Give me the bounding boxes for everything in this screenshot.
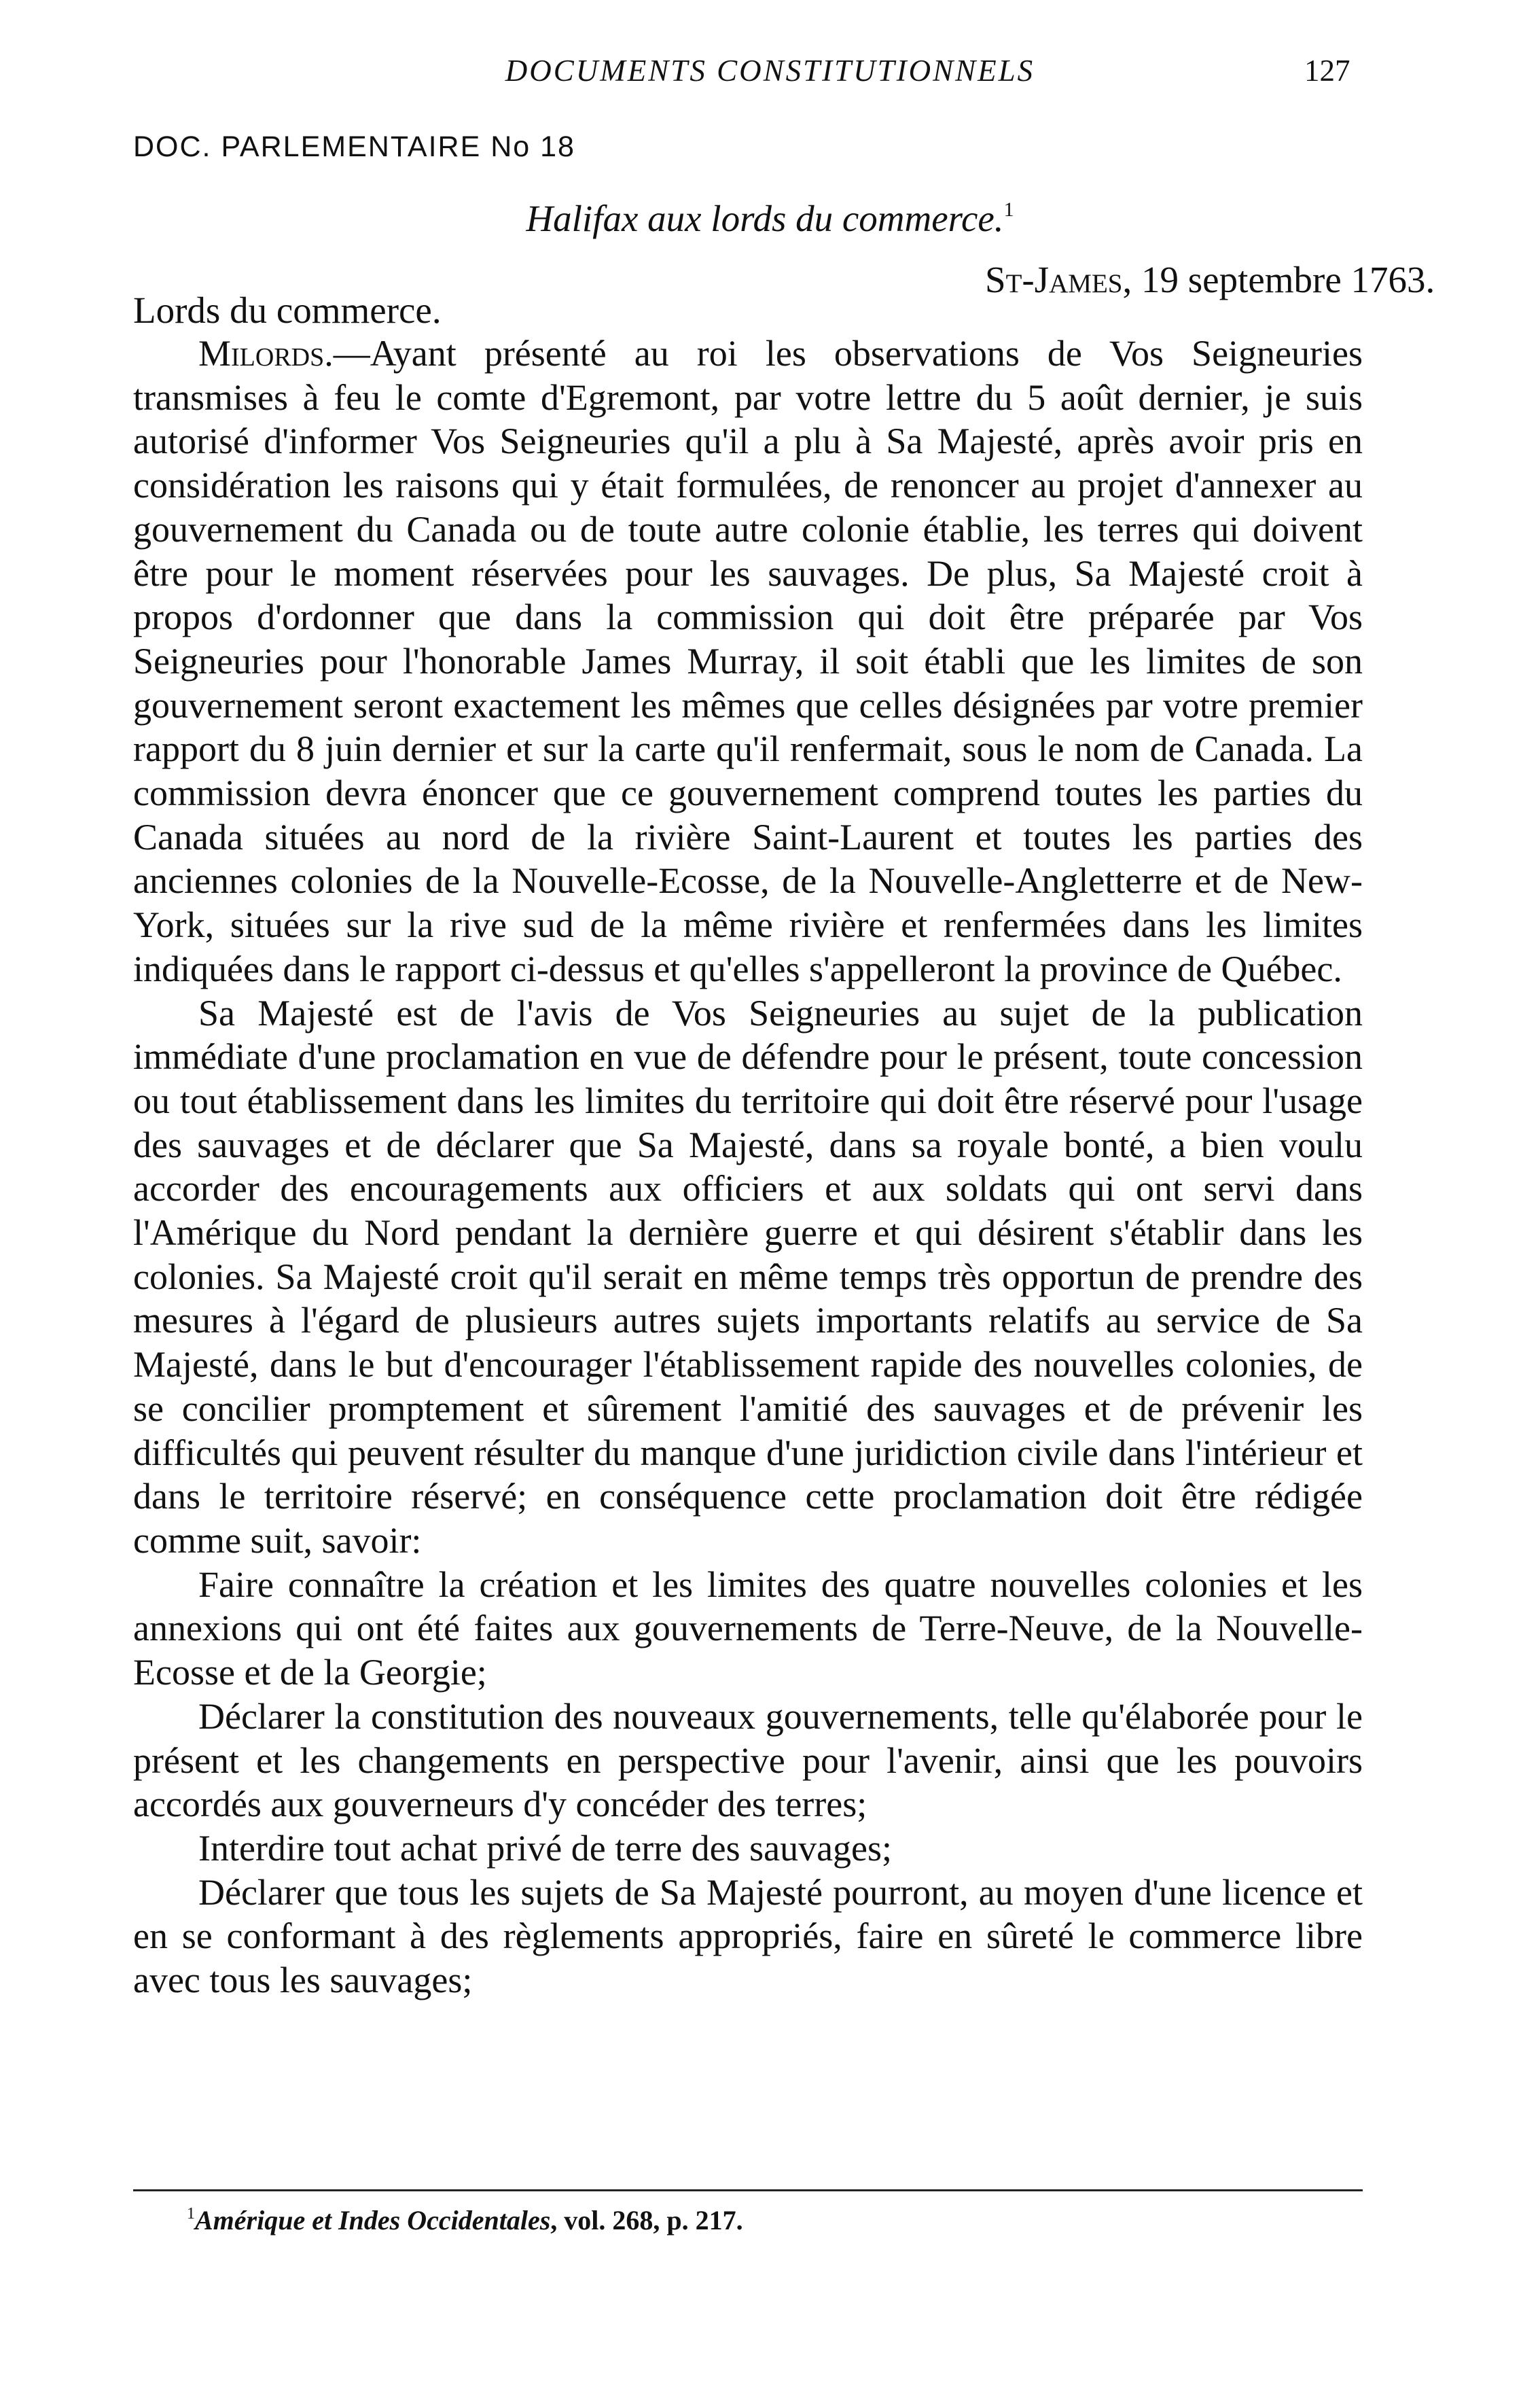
place-date <box>985 258 1435 301</box>
letter-title <box>0 197 1540 240</box>
letter-date: , 19 septembre 1763. <box>1122 259 1435 300</box>
page-number: 127 <box>1304 54 1350 88</box>
salutation: Milords <box>198 333 325 374</box>
paragraph-text: .—Ayant présenté au roi les observations de Vos Seigneuries transmises à feu le comte d'Egremont, par votre lettre du 5 août dernier, je suis autorisé d'informer Vos Seigneuries qu'il a plu à Sa Majesté, après avoir pris en considération les raisons qui y était formulées, de renoncer au projet d'annexer au gouvernement du Canada ou de toute autre colonie établie, les terres qui doivent être pour le moment réservées pour les sauvages. De plus, Sa Majesté croit à propos d'ordonner que dans la commission qui doit être préparée par Vos Seigneuries pour l'honorable James Murray, il soit établi que les limites de son gouvernement seront exactement les mêmes que celles désignées par votre premier rapport du 8 juin dernier et sur la carte qu'il renfermait, sous le nom de Canada. La commission devra énoncer que ce gouvernement comprend toutes les parties du Canada situées au nord de la rivière Saint-Laurent et toutes les parties des anciennes colonies de la Nouvelle-Ecosse, de la Nouvelle-Angletterre et de New-York, situées sur la rive sud de la même rivière et renfermées dans les limites indiquées dans le rapport ci-dessus et qu'elles s'appelleront la province de Québec. <box>133 333 1363 989</box>
footnote-source: Amérique et Indes Occidentales <box>195 2205 551 2236</box>
paragraph: Faire connaître la création et les limites des quatre nouvelles colonies et les annexions qui ont été faites aux gouvernements de Terre-Neuve, de la Nouvelle-Ecosse et de la Georgie; <box>133 1564 1363 1693</box>
document-reference: DOC. PARLEMENTAIRE No 18 <box>133 130 575 163</box>
letter-body <box>133 332 1363 2002</box>
paragraph: Déclarer la constitution des nouveaux gouvernements, telle qu'élaborée pour le présent et les changements en perspective pour l'avenir, ainsi que les pouvoirs accordés aux gouverneurs d'y concéder des terres; <box>133 1695 1363 1825</box>
running-title: DOCUMENTS CONSTITUTIONNELS <box>505 54 1035 88</box>
paragraph <box>133 332 1363 991</box>
footnote-divider <box>133 2189 1363 2191</box>
place-name: St-James <box>985 259 1123 300</box>
footnote-marker: 1 <box>1003 198 1014 221</box>
addressee: Lords du commerce. <box>133 289 442 331</box>
paragraph: Sa Majesté est de l'avis de Vos Seigneuries au sujet de la publication immédiate d'une proclamation en vue de défendre pour le présent, toute concession ou tout établissement dans les limites du territoire qui doit être réservé pour l'usage des sauvages et de déclarer que Sa Majesté, dans sa royale bonté, a bien voulu accorder des encouragements aux officiers et aux soldats qui ont servi dans l'Amérique du Nord pendant la dernière guerre et qui désirent s'établir dans les colonies. Sa Majesté croit qu'il serait en même temps très opportun de prendre des mesures à l'égard de plusieurs autres sujets importants relatifs au service de Sa Majesté, dans le but d'encourager l'établissement rapide des nouvelles colonies, de se concilier promptement et sûrement l'amitié des sauvages et de prévenir les difficultés qui peuvent résulter du manque d'une juridiction civile dans l'intérieur et dans le territoire réservé; en conséquence cette proclamation doit être rédigée comme suit, savoir: <box>133 992 1363 1561</box>
letter-title-text: Halifax aux lords du commerce. <box>526 198 1004 239</box>
footnote-number: 1 <box>187 2205 195 2223</box>
paragraph: Interdire tout achat privé de terre des sauvages; <box>198 1827 893 1869</box>
footnote-details: , vol. 268, p. 217. <box>550 2205 743 2236</box>
paragraph: Déclarer que tous les sujets de Sa Majesté pourront, au moyen d'une licence et en se conformant à des règlements appropriés, faire en sûreté le commerce libre avec tous les sauvages; <box>133 1871 1363 2001</box>
footnote <box>187 2204 743 2236</box>
